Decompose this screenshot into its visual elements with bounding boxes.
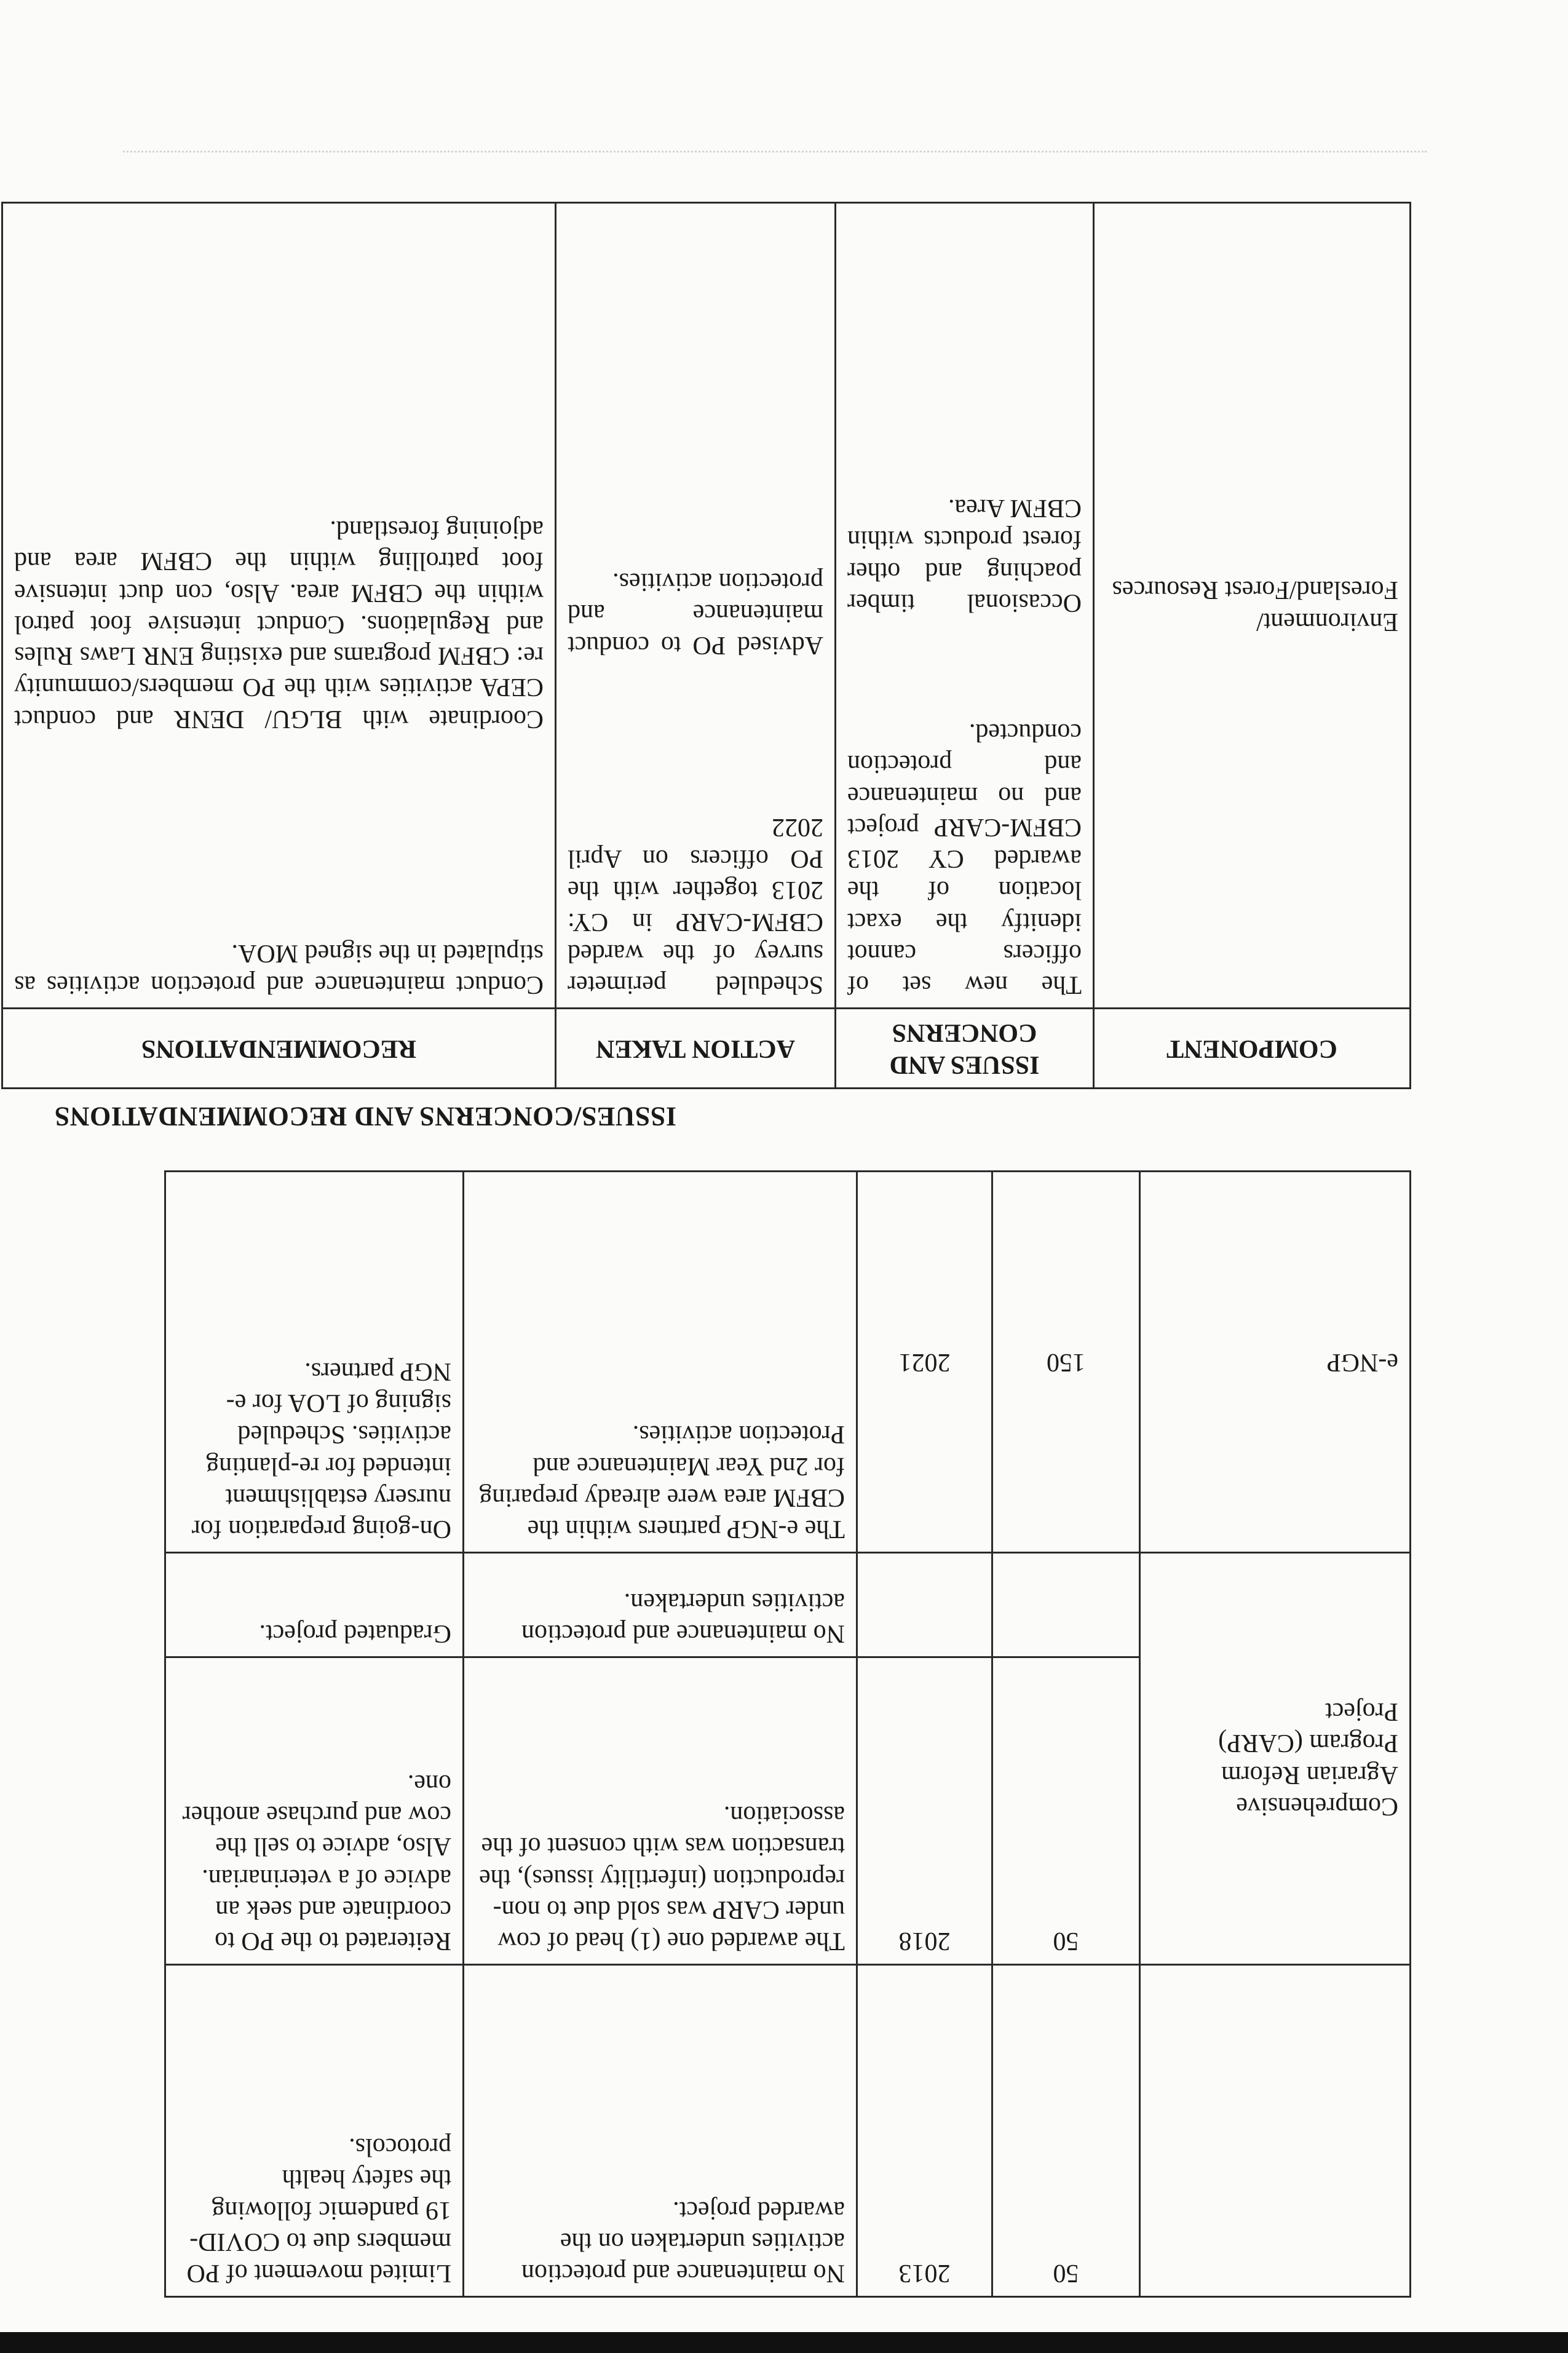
recommendation-cell: Reiterated to the PO to coordinate and seek an advice of a veterinarian. Also, advice to sell the cow and purchase another one. [165, 1657, 464, 1965]
table-row [165, 1965, 1411, 2297]
component-cell: Comprehensive Agrarian Reform Program (CARP) Project [1140, 1553, 1411, 1965]
section-heading: ISSUES/CONCERNS AND RECOMMENDATIONS [54, 1101, 676, 1132]
area-cell: 50 [992, 1965, 1140, 2297]
recommendation-cell [2, 203, 556, 1009]
recommendation-text: Conduct maintenance and protection activities as stipulated in the signed MOA. [14, 938, 544, 999]
project-status-table [164, 1170, 1411, 2298]
divider [123, 151, 1427, 153]
action-text: Scheduled perimeter survey of the warded CBFM-CARP in CY: 2013 together with the PO officers on April 2022 [568, 812, 823, 999]
recommendation-cell: Limited movement of PO members due to COVID-19 pandemic following the safety health protocols. [165, 1965, 464, 2297]
issue-cell: No maintenance and protection activities undertaken on the awarded project. [464, 1965, 857, 2297]
year-cell: 2013 [857, 1965, 992, 2297]
issues-cell [836, 203, 1094, 1009]
recommendation-cell: On-going preparation for nursery establishment intended for re-planting activities. Scheduled signing of LOA for e-NGP partners. [165, 1172, 464, 1553]
recommendation-cell: Graduated project. [165, 1553, 464, 1657]
area-cell [992, 1553, 1140, 1657]
issue-text: The new set of officers cannot idenitfy the exact location of the awarded CY 2013 CBFM-CARP project and no maintenance and protection conducted. [847, 718, 1082, 999]
issues-table [1, 202, 1411, 1089]
scan-border [0, 2332, 1568, 2353]
year-cell: 2021 [857, 1172, 992, 1553]
column-header-action: ACTION TAKEN [556, 1009, 836, 1089]
component-cell: e-NGP [1140, 1172, 1411, 1553]
recommendation-text: Coordinate with BLGU/ DENR and conduct CEPA activities with the PO members/community re: CBFM programs and existing ENR Laws Rules and Regulations. Conduct intensive foot patrol within the CBFM area. Also, con duct intensive foot patrolling within the CBFM area and adjoining forestland. [14, 515, 544, 733]
table-row [165, 1172, 1411, 1553]
area-cell: 50 [992, 1657, 1140, 1965]
year-cell [857, 1553, 992, 1657]
issue-text: Occasional timber poaching and other forest products within CBFM Area. [847, 494, 1082, 617]
area-cell: 150 [992, 1172, 1140, 1553]
table-header-row [2, 1009, 1411, 1089]
action-cell [556, 203, 836, 1009]
column-header-recommendations: RECOMMENDATIONS [2, 1009, 556, 1089]
table-row [2, 203, 1411, 1009]
column-header-issues: ISSUES AND CONCERNS [836, 1009, 1094, 1089]
table-row [165, 1657, 1411, 1965]
issue-cell: The awarded one (1) head of cow under CARP was sold due to non-reproduction (infertility issues), the transaction was with consent of the association. [464, 1657, 857, 1965]
issue-cell: The e-NGP partners within the CBFM area were already preparing for 2nd Year Maintenance and Protection activities. [464, 1172, 857, 1553]
action-text: Advised PO to conduct maintenance and protection activities. [568, 568, 823, 659]
issue-cell: No maintenance and protection activities undertaken. [464, 1553, 857, 1657]
column-header-component: COMPONENT [1094, 1009, 1411, 1089]
component-cell [1140, 1965, 1411, 2297]
year-cell: 2018 [857, 1657, 992, 1965]
component-cell: Environment/ Foresland/Forest Resources [1094, 203, 1411, 1009]
